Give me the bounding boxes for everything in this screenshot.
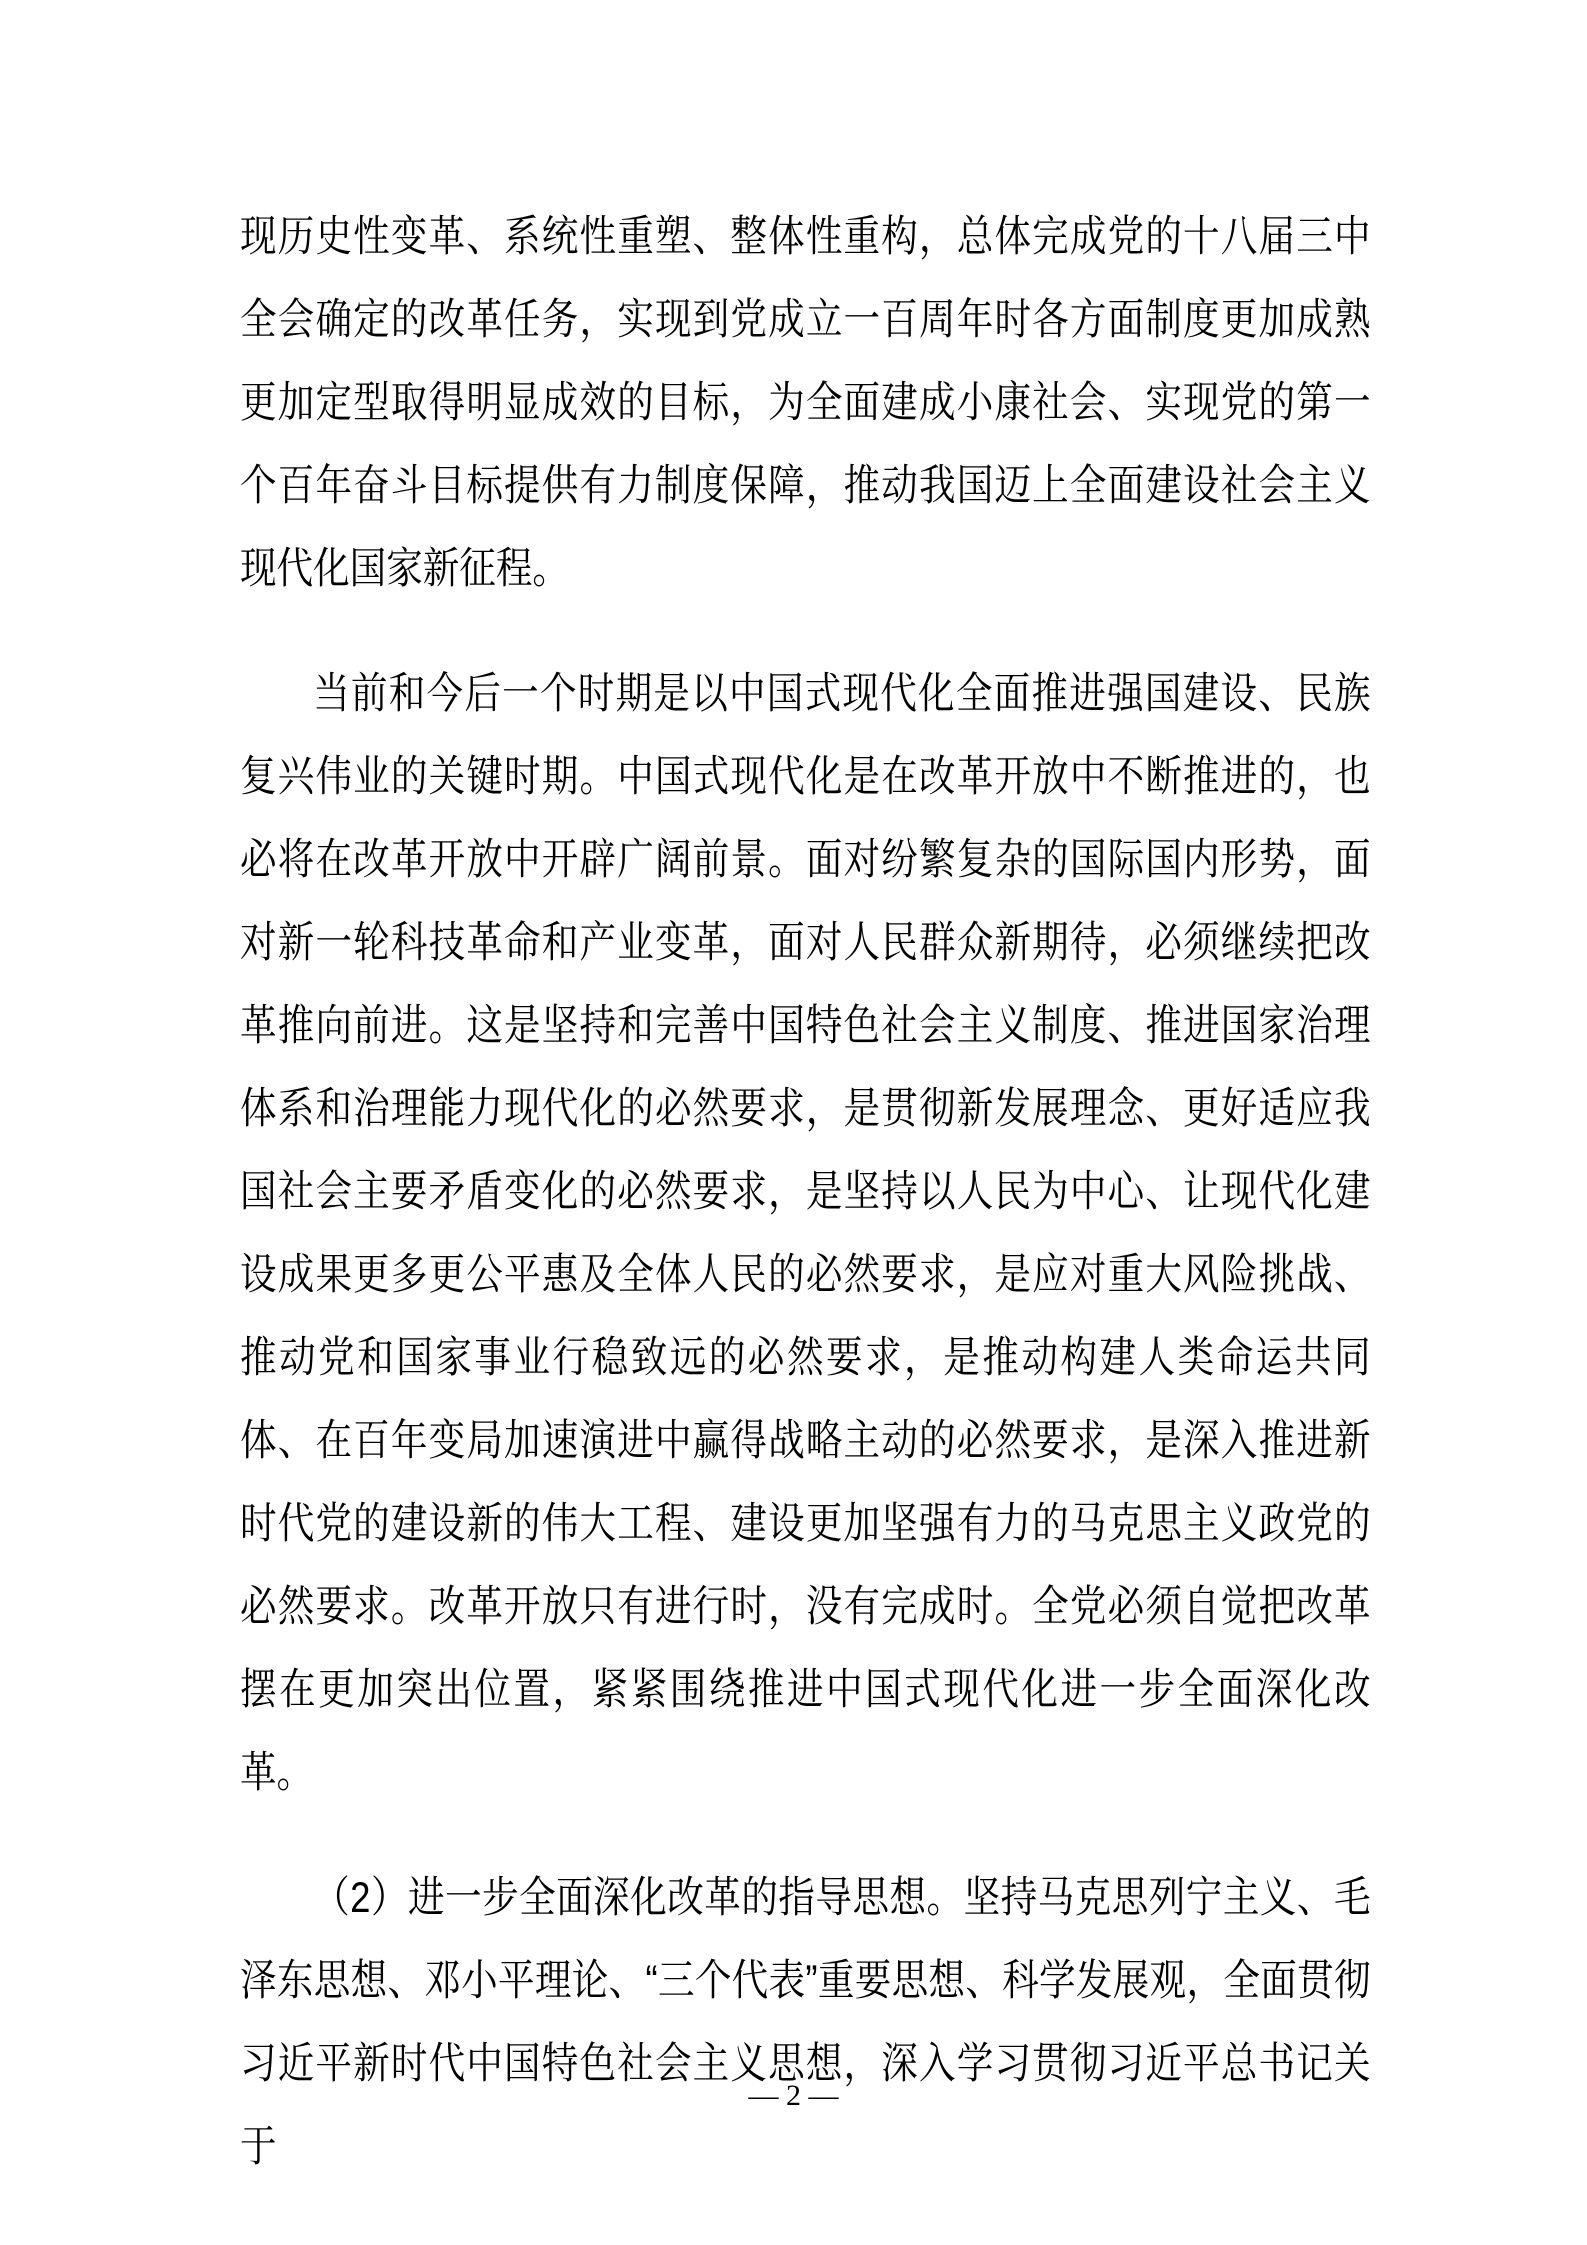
paragraph-continuation: 现历史性变革、系统性重塑、整体性重构，总体完成党的十八届三中全会确定的改革任务，实现到党成立一百周年时各方面制度更加成熟更加定型取得明显成效的目标，为全面建成小康社会、实现党的第一个百年奋斗目标提供有力制度保障，推动我国迈上全面建设社会主义现代化国家新征程。 xyxy=(240,213,1371,593)
paragraph-current-period: 当前和今后一个时期是以中国式现代化全面推进强国建设、民族复兴伟业的关键时期。中国式现代化是在改革开放中不断推进的，也必将在改革开放中开辟广阔前景。面对纷繁复杂的国际国内形势，面对新一轮科技革命和产业变革，面对人民群众新期待，必须继续把改革推向前进。这是坚持和完善中国特色社会主义制度、推进国家治理体系和治理能力现代化的必然要求，是贯彻新发展理念、更好适应我国社会主要矛盾变化的必然要求，是坚持以人民为中心、让现代化建设成果更多更公平惠及全体人民的必然要求，是应对重大风险挑战、推动党和国家事业行稳致远的必然要求，是推动构建人类命运共同体、在百年变局加速演进中赢得战略主动的必然要求，是深入推进新时代党的建设新的伟大工程、建设更加坚强有力的马克思主义政党的必然要求。改革开放只有进行时，没有完成时。全党必须自觉把改革摆在更加突出位置，紧紧围绕推进中国式现代化进一步全面深化改革。 xyxy=(240,670,1371,1797)
paragraph-guiding-ideology: （2）进一步全面深化改革的指导思想。坚持马克思列宁主义、毛泽东思想、邓小平理论、“三个代表”重要思想、科学发展观，全面贯彻习近平新时代中国特色社会主义思想，深入学习贯彻习近平总书记关于 xyxy=(240,1874,1371,2171)
body-text-block xyxy=(240,196,1371,2231)
page-number: — 2 — xyxy=(748,2079,839,2112)
